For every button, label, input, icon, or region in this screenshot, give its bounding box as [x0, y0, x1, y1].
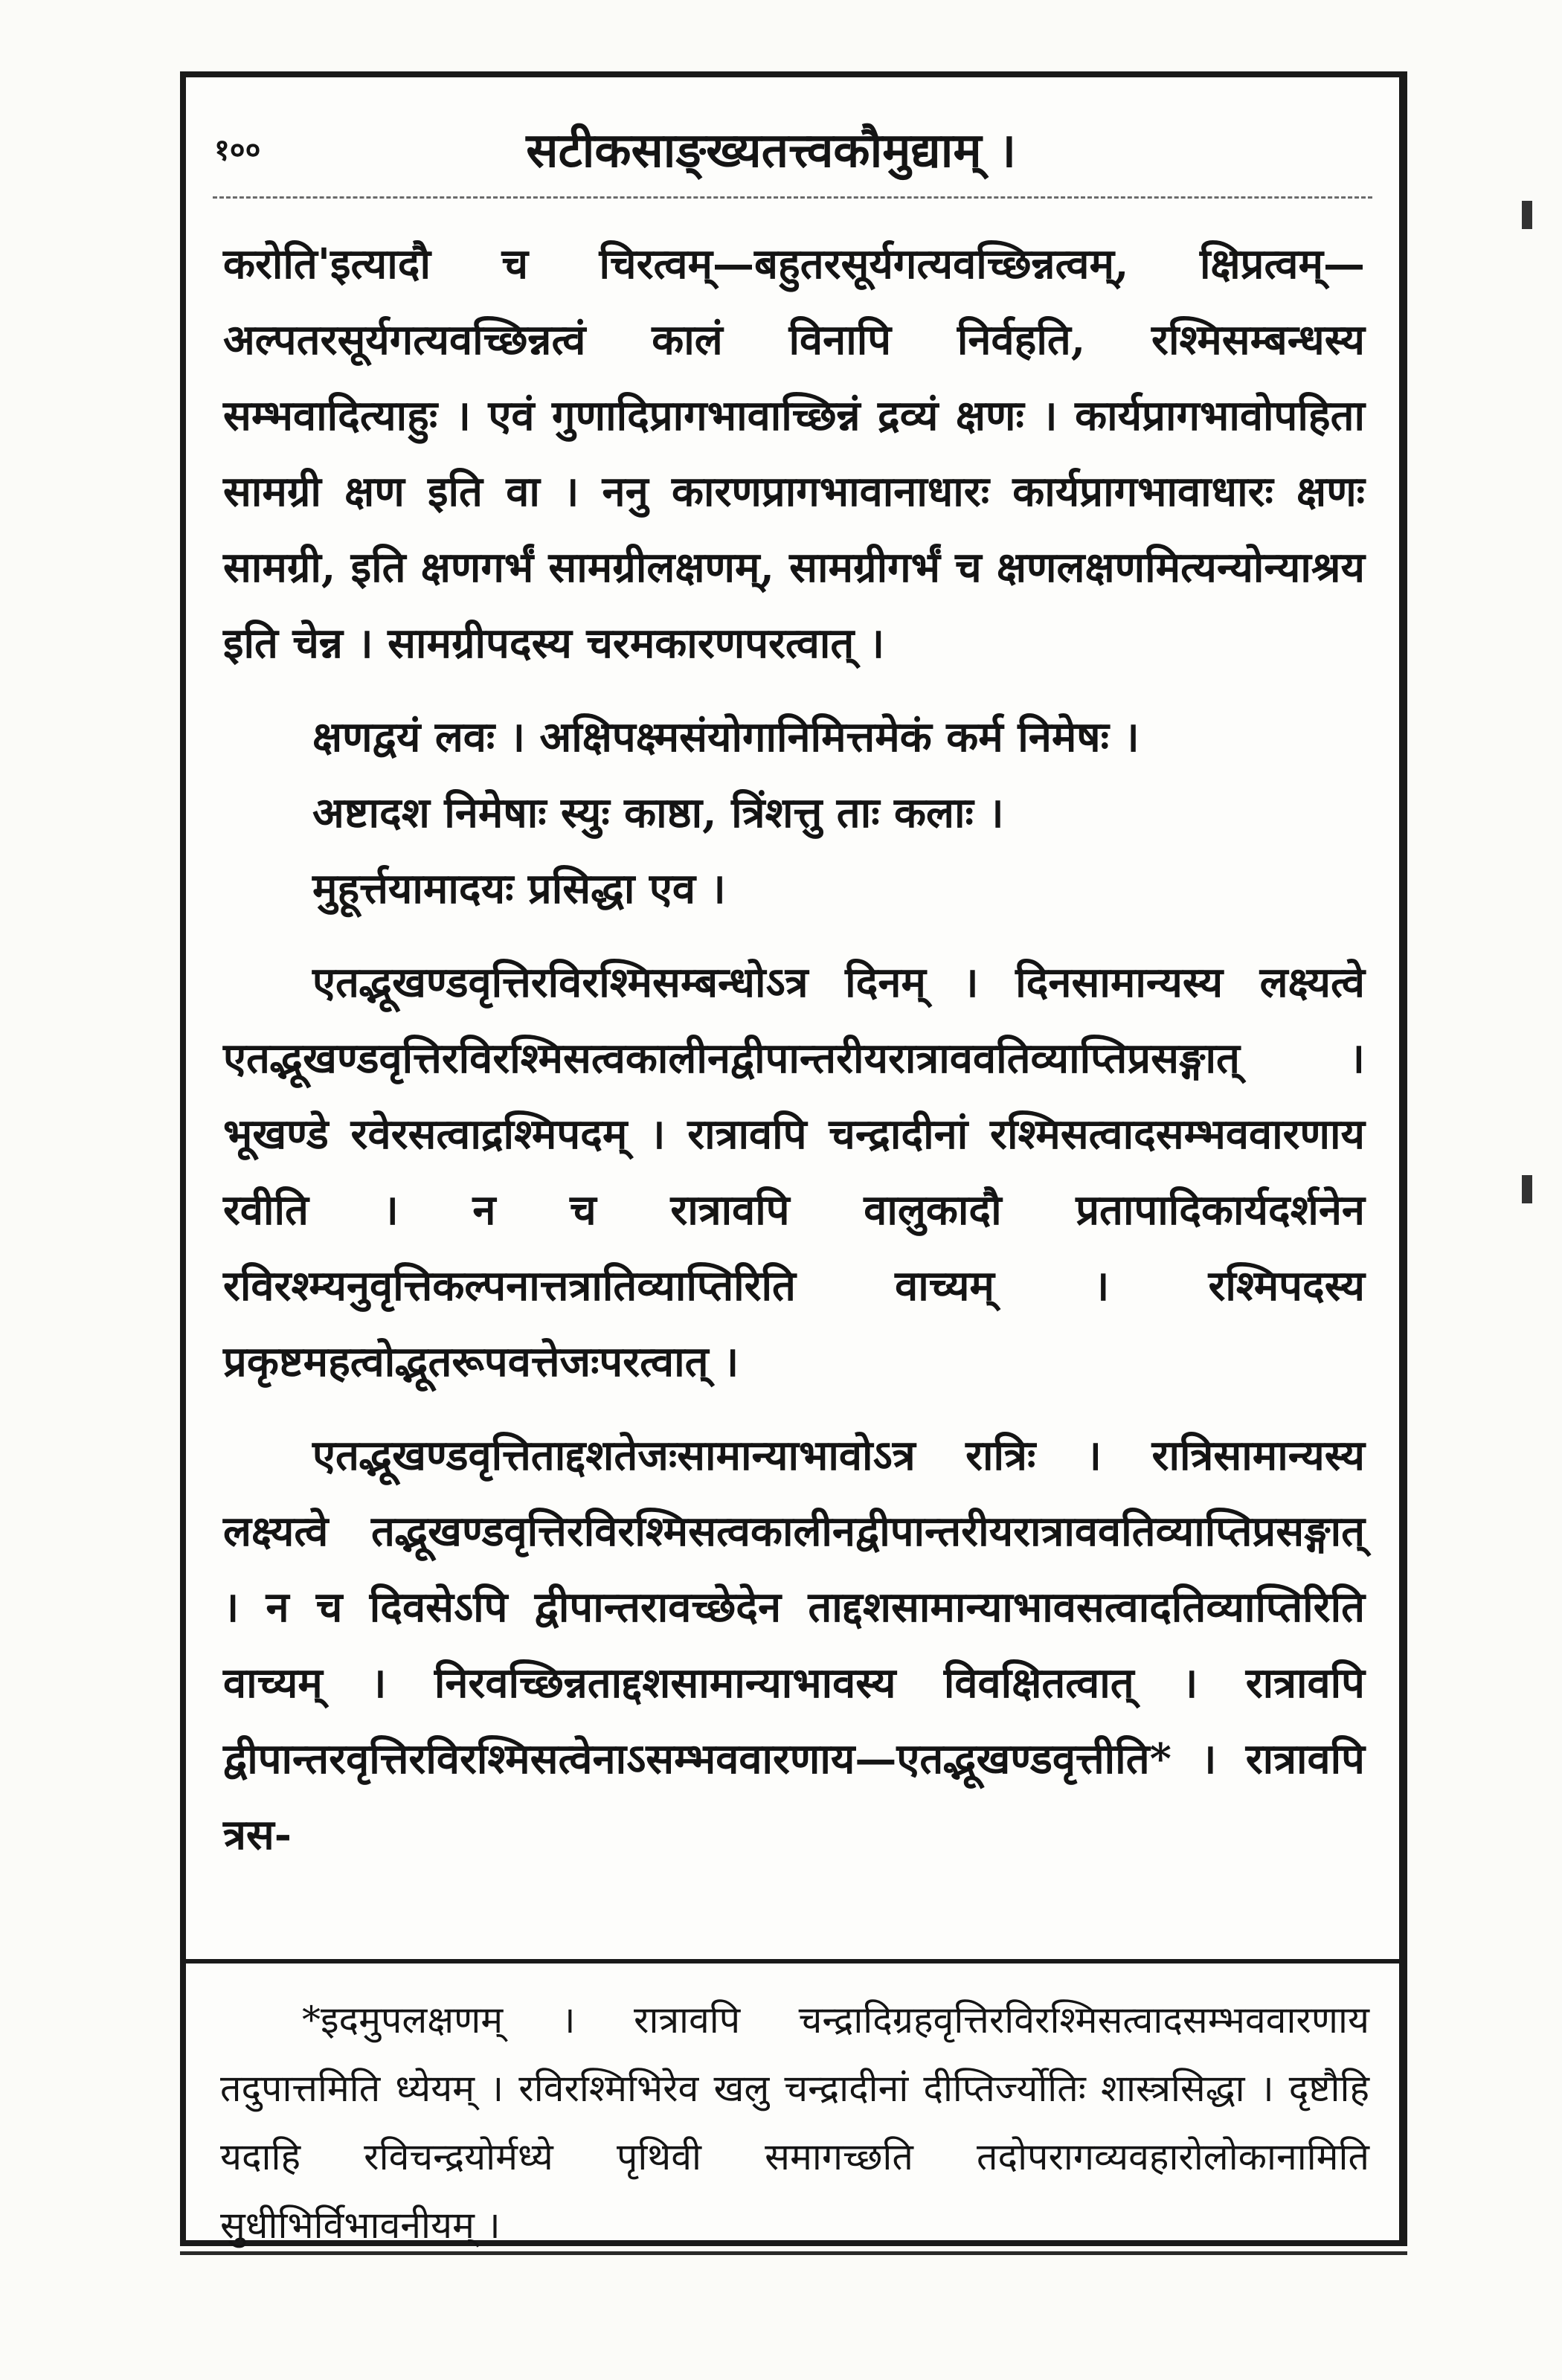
page-header [214, 107, 1371, 189]
paragraph: करोति'इत्यादौ च चिरत्वम्—बहुतरसूर्यगत्यवच्छिन्नत्वम्, क्षिप्रत्वम्—अल्पतरसूर्यगत्यवच्छिन्नत्वं कालं विनापि निर्वहति, रश्मिसम्बन्धस्य सम्भवादित्याहुः । एवं गुणादिप्रागभावाच्छिन्नं द्रव्यं क्षणः । कार्यप्रागभावोपहिता सामग्री क्षण इति वा । ननु कारणप्रागभावानाधारः कार्यप्रागभावाधारः क्षणः सामग्री, इति क्षणगर्भं सामग्रीलक्षणम्, सामग्रीगर्भं च क्षणलक्षणमित्यन्योन्याश्रय इति चेन्न । सामग्रीपदस्य चरमकारणपरत्वात् । [223, 239, 1365, 668]
footnote-divider [186, 1959, 1399, 1964]
header-divider [213, 196, 1372, 199]
footnote-text: *इदमुपलक्षणम् । रात्रावपि चन्द्रादिग्रहवृत्तिरविरश्मिसत्वादसम्भववारणाय तदुपात्तमिति ध्येयम् । रविरश्मिभिरेव खलु चन्द्रादीनां दीप्तिर्ज्योतिः शास्त्रसिद्धा । दृष्टौहि यदाहि रविचन्द्रयोर्मध्ये पृथिवी समागच्छति तदोपरागव्यवहारोलोकानामिति सुधीभिर्विभावनीयम् । [220, 1998, 1369, 2247]
verse-line: मुहूर्त्तयामादयः प्रसिद्धा एव । [312, 864, 726, 913]
page-frame [180, 71, 1407, 2246]
page-number: १०० [214, 132, 261, 167]
running-title: सटीकसाङ्ख्यतत्त्वकौमुद्याम् । [526, 122, 1017, 178]
verse-line: अष्टादश निमेषाः स्युः काष्ठा, त्रिंशत्तु ताः कलाः । [312, 788, 1004, 837]
scan-mark [1522, 1175, 1532, 1203]
paragraph: एतद्भूखण्डवृत्तिताद्दशतेजःसामान्याभावोऽत्र रात्रिः । रात्रिसामान्यस्य लक्ष्यत्वे तद्भूखण्डवृत्तिरविरश्मिसत्वकालीनद्वीपान्तरीयरात्राववतिव्याप्तिप्रसङ्गात् । न च दिवसेऽपि द्वीपान्तरावच्छेदेन ताद्दशसामान्याभावसत्वादतिव्याप्तिरिति वाच्यम् । निरवच्छिन्नताद्दशसामान्याभावस्य विवक्षितत्वात् । रात्रावपि द्वीपान्तरवृत्तिरविरश्मिसत्वेनाऽसम्भववारणाय—एतद्भूखण्डवृत्तीति* । रात्रावपि त्रस- [223, 1431, 1365, 1859]
scan-mark [1522, 201, 1532, 229]
paragraph: एतद्भूखण्डवृत्तिरविरश्मिसम्बन्धोऽत्र दिनम् । दिनसामान्यस्य लक्ष्यत्वे एतद्भूखण्डवृत्तिरविरश्मिसत्वकालीनद्वीपान्तरीयरात्राववतिव्याप्तिप्रसङ्गात् । भूखण्डे रवेरसत्वाद्रश्मिपदम् । रात्रावपि चन्द्रादीनां रश्मिसत्वादसम्भववारणाय रवीति । न च रात्रावपि वालुकादौ प्रतापादिकार्यदर्शनेन रविरश्म्यनुवृत्तिकल्पनात्तत्रातिव्याप्तिरिति वाच्यम् । रश्मिपदस्य प्रकृष्टमहत्वोद्भूतरूपवत्तेजःपरत्वात् । [223, 958, 1365, 1386]
bottom-border [180, 2251, 1407, 2255]
verse-line: क्षणद्वयं लवः । अक्षिपक्ष्मसंयोगानिमित्तमेकं कर्म निमेषः । [312, 713, 1140, 762]
main-text [223, 226, 1365, 1873]
footnote [220, 1986, 1369, 2260]
